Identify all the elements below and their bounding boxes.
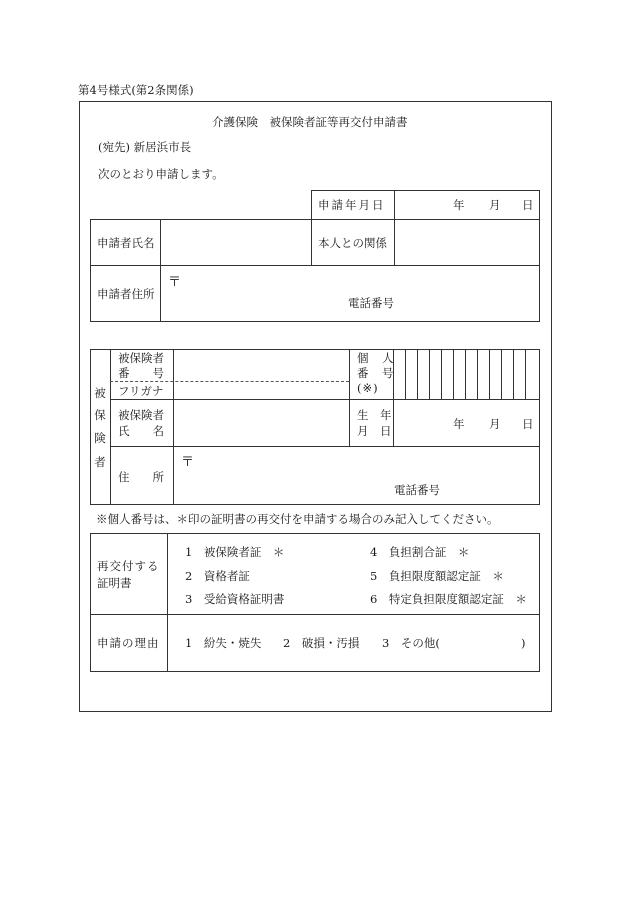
insured-number-label-1: 被保険者 bbox=[118, 351, 164, 365]
reason-option-3[interactable]: 3 その他( bbox=[382, 636, 440, 650]
furigana-field[interactable] bbox=[174, 382, 349, 399]
certificate-option-1[interactable]: 1 被保険者証 ＊ bbox=[185, 545, 285, 559]
reason-option-1[interactable]: 1 紛失・焼失 bbox=[185, 636, 262, 650]
certificate-option-3[interactable]: 3 受給資格証明書 bbox=[185, 592, 285, 606]
personal-number-label-3: (※) bbox=[357, 381, 379, 395]
intro-text: 次のとおり申請します。 bbox=[98, 167, 224, 181]
birth-label-2: 月 日 bbox=[357, 424, 392, 438]
reason-label: 申請の理由 bbox=[97, 636, 160, 650]
applicant-name-field[interactable] bbox=[161, 220, 311, 265]
relation-label: 本人との関係 bbox=[318, 236, 387, 250]
certificate-option-6[interactable]: 6 特定負担限度額認定証 ＊ bbox=[370, 592, 527, 606]
reason-option-2[interactable]: 2 破損・汚損 bbox=[283, 636, 360, 650]
applicant-address-field[interactable] bbox=[161, 266, 539, 321]
birth-month-label: 月 bbox=[489, 417, 501, 431]
insured-address-label: 住 所 bbox=[118, 470, 164, 484]
personal-number-field[interactable] bbox=[394, 350, 539, 399]
insured-side-char-3: 険 bbox=[94, 431, 106, 445]
birth-date-field[interactable] bbox=[394, 400, 539, 446]
insured-name-field[interactable] bbox=[174, 400, 349, 446]
insured-side-char-2: 保 bbox=[94, 408, 106, 422]
form-number: 第4号様式(第2条関係) bbox=[78, 83, 194, 97]
insured-number-label-2: 番 号 bbox=[118, 366, 164, 380]
insured-name-label-1: 被保険者 bbox=[118, 408, 164, 422]
personal-number-label-2: 番 号 bbox=[357, 366, 395, 380]
applicant-address-label: 申請者住所 bbox=[97, 287, 155, 301]
applicant-phone-label: 電話番号 bbox=[348, 296, 394, 310]
insured-phone-label: 電話番号 bbox=[394, 483, 440, 497]
insured-number-field[interactable] bbox=[174, 350, 349, 381]
birth-label-1: 生 年 bbox=[357, 408, 392, 422]
applicant-postal-mark: 〒 bbox=[168, 275, 182, 290]
insured-side-char-4: 者 bbox=[94, 455, 106, 469]
application-day-label: 日 bbox=[522, 198, 534, 212]
applicant-name-label: 申請者氏名 bbox=[97, 236, 155, 250]
personal-number-label-1: 個 人 bbox=[357, 351, 395, 365]
application-date-label: 申請年月日 bbox=[318, 198, 386, 212]
certificate-option-4[interactable]: 4 負担割合証 ＊ bbox=[370, 545, 470, 559]
application-date-field[interactable] bbox=[395, 191, 539, 219]
certificate-option-5[interactable]: 5 負担限度額認定証 ＊ bbox=[370, 569, 504, 583]
reason-other-field[interactable] bbox=[445, 630, 517, 652]
birth-year-label: 年 bbox=[453, 417, 465, 431]
certificate-label-2: 証明書 bbox=[97, 576, 132, 590]
insured-address-field[interactable] bbox=[174, 447, 539, 504]
application-month-label: 月 bbox=[489, 198, 501, 212]
addressee: (宛先) 新居浜市長 bbox=[98, 140, 192, 154]
form-title: 介護保険 被保険者証等再交付申請書 bbox=[212, 115, 408, 129]
insured-name-label-2: 氏 名 bbox=[118, 424, 164, 438]
application-year-label: 年 bbox=[453, 198, 465, 212]
furigana-label: フリガナ bbox=[118, 384, 164, 398]
insured-side-char-1: 被 bbox=[94, 386, 106, 400]
personal-number-note: ※個人番号は、＊印の証明書の再交付を申請する場合のみ記入してください。 bbox=[96, 512, 499, 526]
birth-day-label: 日 bbox=[522, 417, 534, 431]
certificate-option-2[interactable]: 2 資格者証 bbox=[185, 569, 250, 583]
relation-field[interactable] bbox=[395, 220, 539, 265]
insured-postal-mark: 〒 bbox=[181, 455, 195, 470]
reason-close-paren: ) bbox=[521, 636, 526, 650]
certificate-label-1: 再交付する bbox=[97, 559, 160, 573]
